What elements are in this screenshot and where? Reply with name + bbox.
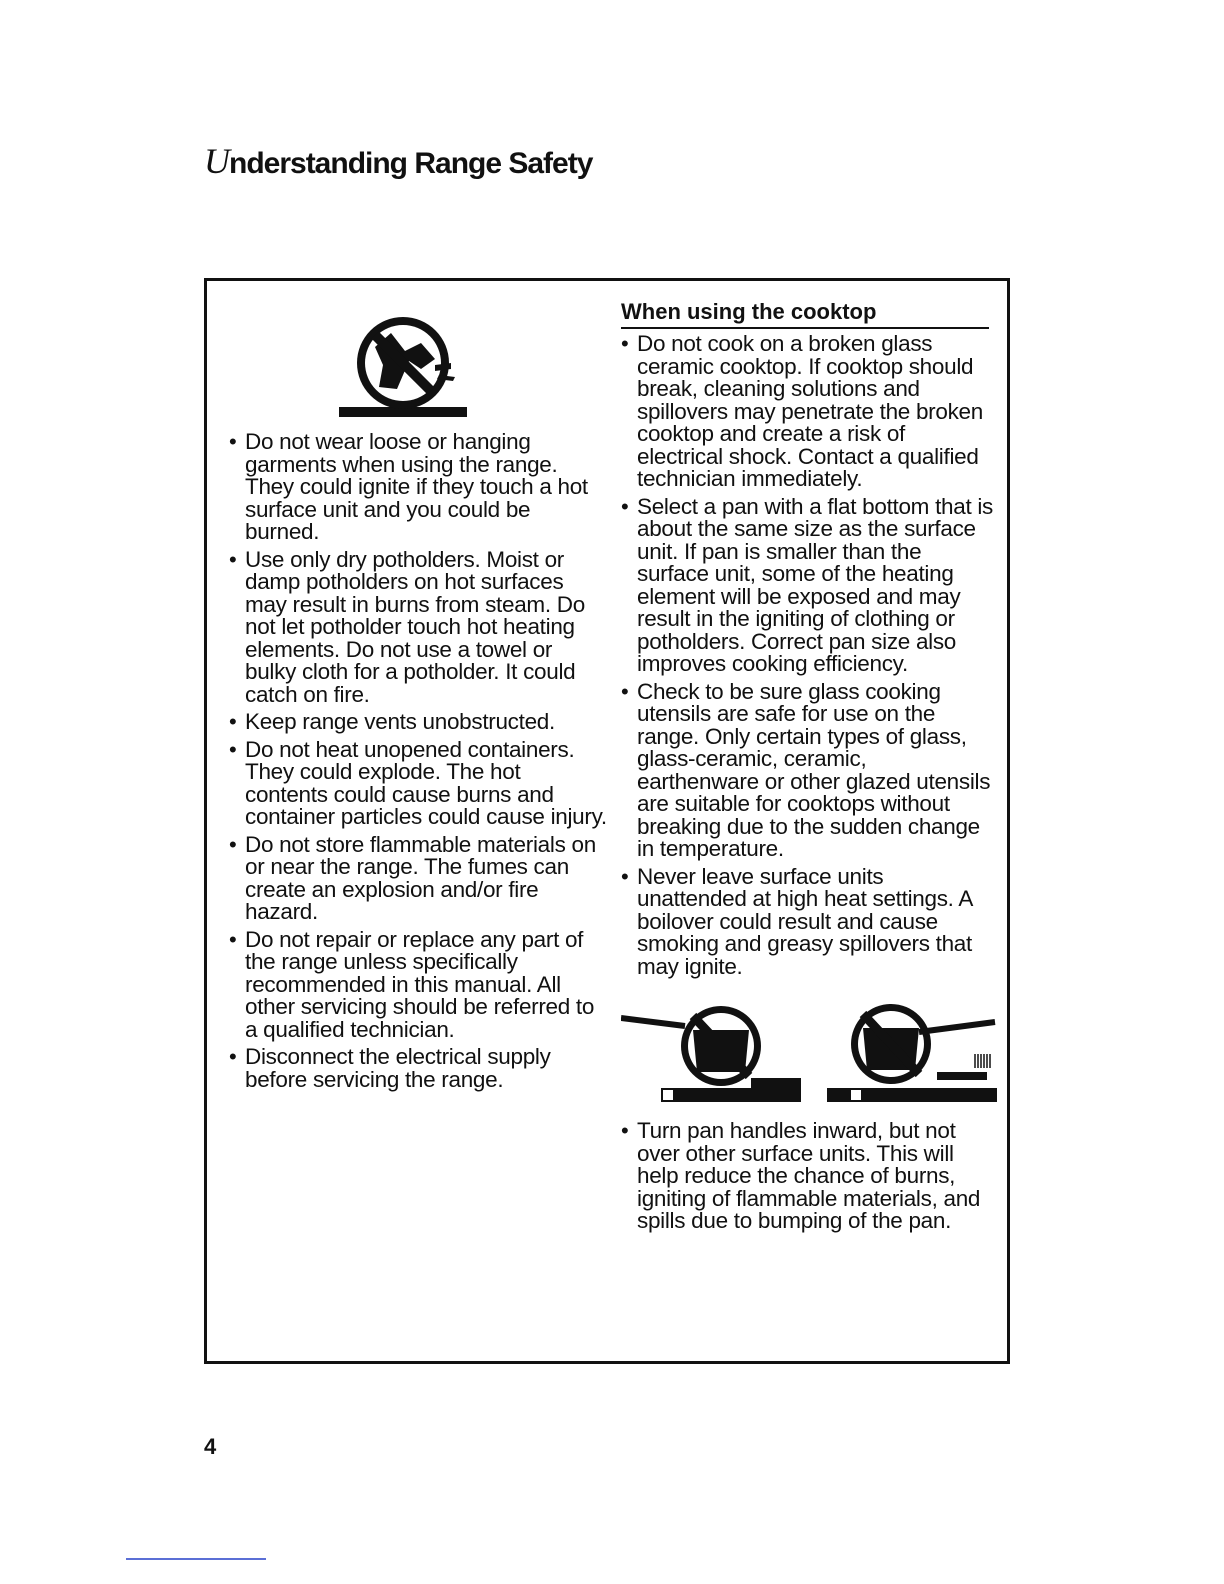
left-column [229,281,609,1096]
title-initial: U [204,141,229,181]
list-item: • Disconnect the electrical supply before servicing the range. [229,1046,609,1091]
list-item: • Never leave surface units unattended at high heat settings. A boilover could result and cause smoking and greasy spillovers that may ignite. [621,866,993,979]
safety-box [204,278,1010,1364]
footer-rule [126,1558,266,1560]
no-pan-handle-outward-icon [621,992,801,1112]
right-column [621,281,993,1238]
page-number: 4 [204,1434,217,1459]
list-item: • Check to be sure glass cooking utensils are safe for use on the range. Only certain types of glass, glass-ceramic, ceramic, earthenware or other glazed utensils are suitable for cooktops without breaking due to the sudden change in temperature. [621,681,993,861]
no-pan-handle-over-unit-icon [827,992,997,1112]
pan-handle-illustrations [621,992,993,1112]
section-heading: When using the cooktop [621,299,989,329]
list-item: • Select a pan with a flat bottom that is about the same size as the surface unit. If pan is smaller than the surface unit, some of the heating element will be exposed and may result in the igniting of clothing or potholders. Correct pan size also improves cooking efficiency. [621,496,993,676]
right-bullet-list-bottom [621,1120,993,1233]
list-item: • Do not wear loose or hanging garments when using the range. They could ignite if they touch a hot surface unit and you could be burned. [229,431,609,544]
page-title [204,140,592,182]
list-item: • Do not store flammable materials on or near the range. The fumes can create an explosion and/or fire hazard. [229,834,609,924]
list-item: • Use only dry potholders. Moist or damp potholders on hot surfaces may result in burns from steam. Do not let potholder touch hot heating elements. Do not use a towel or bulky cloth for a potholder. It could catch on fire. [229,549,609,707]
list-item: • Do not cook on a broken glass ceramic cooktop. If cooktop should break, cleaning solutions and spillovers may penetrate the broken cooktop and create a risk of electrical shock. Contact a qualified technician immediately. [621,333,993,491]
list-item: • Do not heat unopened containers. They could explode. The hot contents could cause burns and container particles could cause injury. [229,739,609,829]
left-bullet-list [229,431,609,1091]
right-bullet-list [621,333,993,978]
title-rest: nderstanding Range Safety [229,147,593,180]
no-loose-garments-icon [339,303,489,423]
list-item: • Turn pan handles inward, but not over other surface units. This will help reduce the chance of burns, igniting of flammable materials, and spills due to bumping of the pan. [621,1120,993,1233]
list-item: • Keep range vents unobstructed. [229,711,609,734]
list-item: • Do not repair or replace any part of the range unless specifically recommended in this manual. All other servicing should be referred to a qualified technician. [229,929,609,1042]
